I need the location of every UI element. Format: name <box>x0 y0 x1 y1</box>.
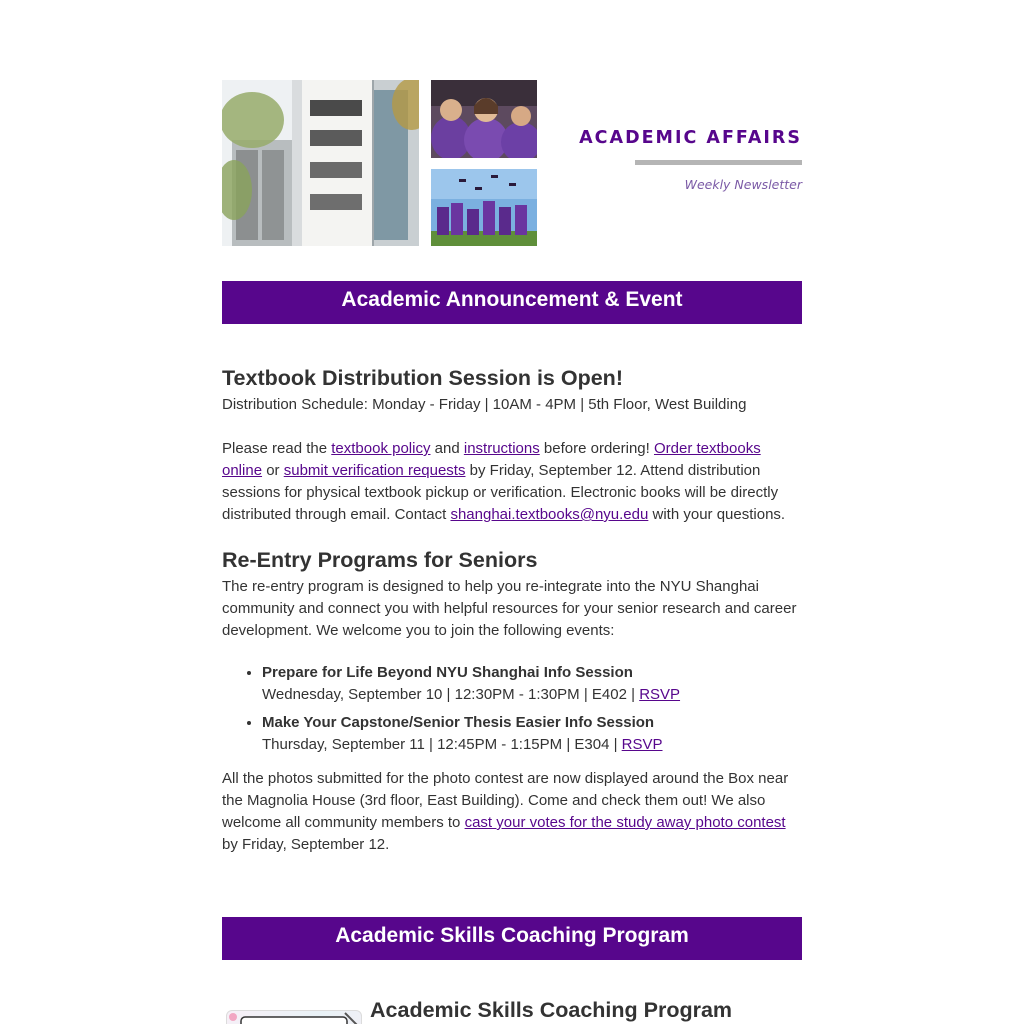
instructions-link[interactable]: instructions <box>463 440 540 457</box>
text-segment: with your questions. <box>648 506 786 523</box>
building-photo <box>222 80 419 246</box>
event-title: • Prepare for Life Beyond NYU Shanghai Info Session <box>262 664 633 681</box>
order-textbooks-link[interactable]: Order textbooks online <box>222 440 761 479</box>
newsletter-container <box>222 80 802 1024</box>
coaching-item <box>222 998 802 1024</box>
photo-contest-vote-link[interactable]: cast your votes for the study away photo contest <box>464 814 786 831</box>
graduates-photo <box>431 169 537 246</box>
reentry-events-list <box>222 662 802 756</box>
text-segment: before ordering! <box>539 440 654 457</box>
brand-title: ACADEMIC AFFAIRS <box>579 128 802 148</box>
coaching-title: Academic Skills Coaching Program <box>370 998 733 1022</box>
text-segment: by Friday, September 12. Attend distribution sessions for physical textbook pickup or verification. Electronic books will be directly distributed through email. Contact <box>222 462 779 523</box>
textbook-policy-link[interactable]: textbook policy <box>331 440 431 457</box>
students-photo <box>431 80 537 158</box>
event-details: Thursday, September 11 | 12:45PM - 1:15PM | E304 | <box>262 736 622 753</box>
rsvp-link[interactable]: RSVP <box>621 736 663 753</box>
textbooks-email-link[interactable]: shanghai.textbooks@nyu.edu <box>450 506 649 523</box>
rsvp-link[interactable]: RSVP <box>639 686 681 703</box>
section-header-coaching: Academic Skills Coaching Program <box>222 917 802 960</box>
text-segment: All the photos submitted for the photo contest are now displayed around the Box near the Magnolia House (3rd floor, East Building). Come and check them out! We also welcome all community members to <box>222 770 789 831</box>
list-item <box>262 662 802 706</box>
text-segment: or <box>262 462 284 479</box>
header-banner <box>222 80 802 246</box>
list-item <box>262 712 802 756</box>
brand-divider <box>635 160 802 165</box>
coaching-thumbnail <box>226 1010 362 1024</box>
textbook-paragraph <box>222 438 802 526</box>
text-segment: Please read the <box>222 440 332 457</box>
text-segment: by Friday, September 12. <box>222 836 390 853</box>
event-details: Wednesday, September 10 | 12:30PM - 1:30PM | E402 | <box>262 686 640 703</box>
event-title: • Make Your Capstone/Senior Thesis Easier Info Session <box>262 714 655 731</box>
reentry-intro: The re-entry program is designed to help you re-integrate into the NYU Shanghai community and connect you with helpful resources for your senior research and career development. We welcome you to join the following events: <box>222 578 797 639</box>
verification-requests-link[interactable]: submit verification requests <box>283 462 466 479</box>
distribution-schedule: Distribution Schedule: Monday - Friday | 10AM - 4PM | 5th Floor, West Building <box>222 396 747 413</box>
section-header-announcements: Academic Announcement & Event <box>222 281 802 324</box>
reentry-heading: Re-Entry Programs for Seniors <box>222 548 538 572</box>
text-segment: and <box>430 440 464 457</box>
brand-subtitle: Weekly Newsletter <box>684 177 802 192</box>
photo-contest-paragraph <box>222 768 802 856</box>
textbook-heading: Textbook Distribution Session is Open! <box>222 366 623 390</box>
